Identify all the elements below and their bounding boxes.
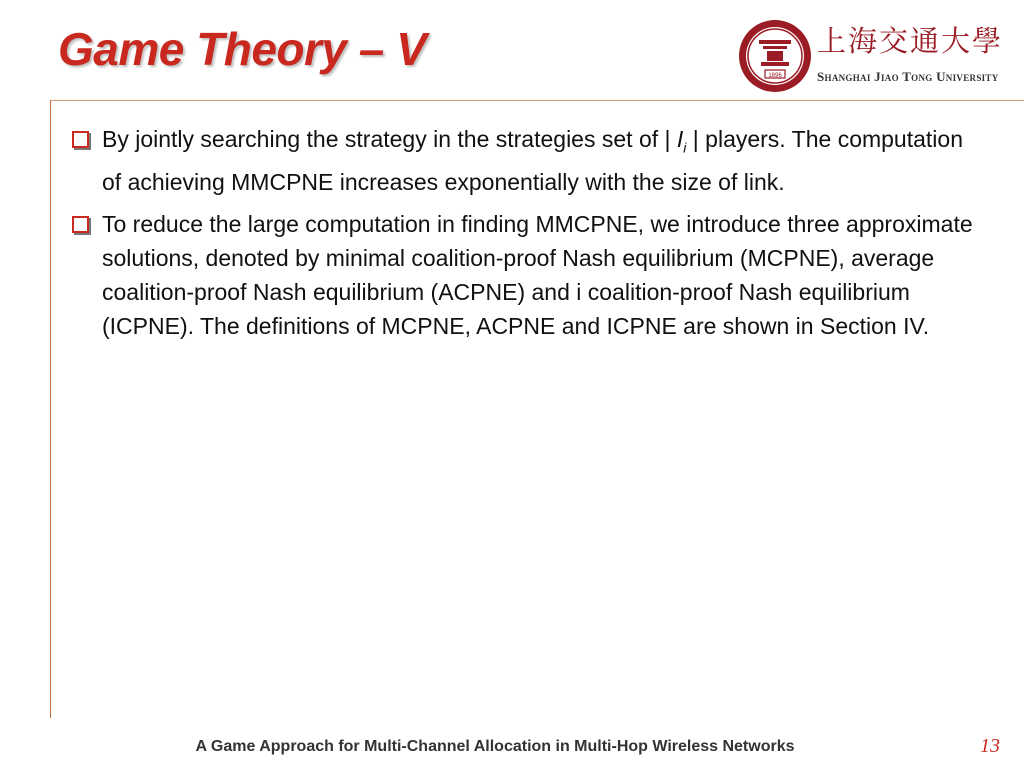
university-seal-icon: [737, 18, 813, 94]
bullet-variable: I: [676, 126, 684, 152]
header-divider: [50, 100, 1024, 101]
slide-title: Game Theory – V: [58, 23, 427, 75]
bullet-subscript: i: [683, 139, 687, 156]
footer-title: A Game Approach for Multi-Channel Allocation in Multi-Hop Wireless Networks: [195, 738, 795, 755]
slide-body: [72, 122, 987, 351]
checkbox-bullet-icon: [72, 131, 89, 148]
left-rule: [50, 100, 51, 718]
bullet-item: [72, 207, 987, 343]
seal-year: 1896: [768, 73, 782, 79]
bullet-text: To reduce the large computation in finding MMCPNE, we introduce three approximate solutions, denoted by minimal coalition-proof Nash equilibrium (MCPNE), average coalition-proof Nash equilibrium (ACPNE) and i coalition-proof Nash equilibrium (ICPNE). The definitions of MCPNE, ACPNE and ICPNE are shown in Section IV.: [102, 210, 973, 339]
university-name-cn: 上海交通大學: [817, 24, 1004, 58]
page-number: 13: [980, 735, 1000, 757]
bullet-text-pre: By jointly searching the strategy in the strategies set of |: [102, 126, 677, 152]
checkbox-bullet-icon: [72, 216, 89, 233]
university-name-en: Shanghai Jiao Tong University: [817, 69, 999, 84]
bullet-text-post: | players. The computation of achieving MMCPNE increases exponentially with the size of link.: [102, 126, 963, 195]
university-logo: [737, 16, 1004, 96]
bullet-item: [72, 122, 987, 199]
